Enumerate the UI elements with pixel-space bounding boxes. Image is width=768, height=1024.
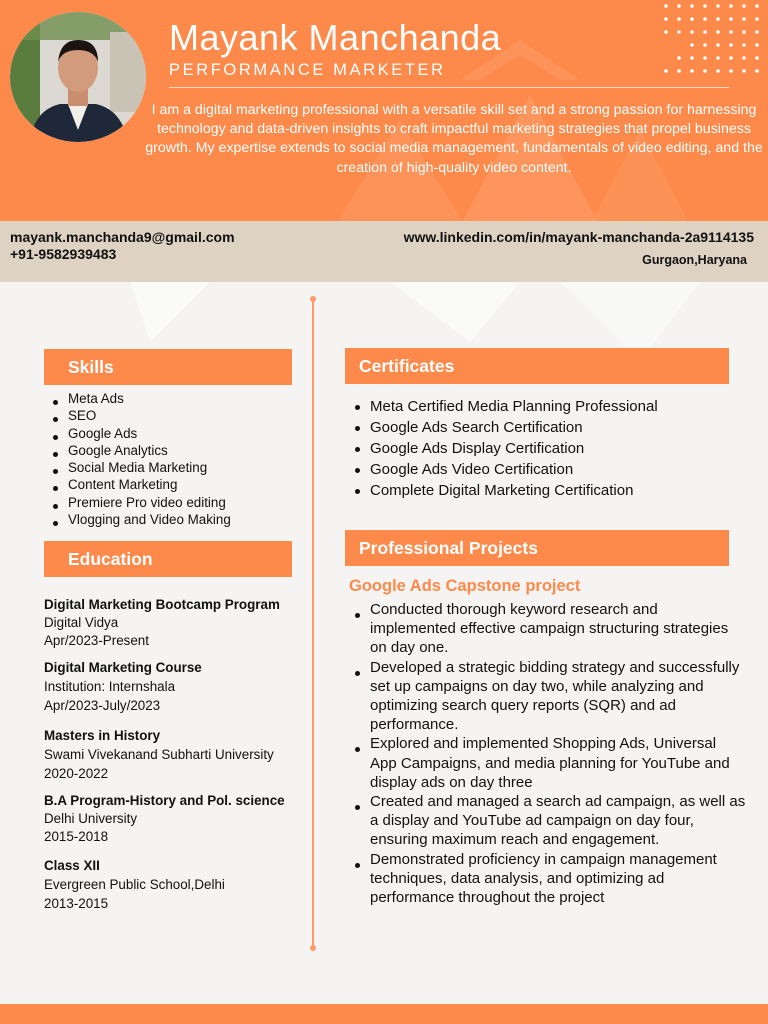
list-item: Meta Ads [44, 390, 231, 407]
education-institution: Swami Vivekanand Subharti University [44, 747, 274, 762]
job-title: PERFORMANCE MARKETER [169, 61, 446, 79]
list-item: Developed a strategic bidding strategy and successfully set up campaigns on day two, while analyzing and optimizing search query reports (SQR) and ad performance. [346, 658, 746, 735]
dot [703, 17, 707, 21]
dot [755, 43, 759, 47]
projects-list [346, 600, 746, 907]
dot [664, 30, 668, 34]
certificates-list [346, 396, 658, 501]
education-dates: 2020-2022 [44, 766, 109, 781]
header-rule [169, 87, 729, 88]
dot [664, 4, 668, 8]
dot [677, 17, 681, 21]
avatar [10, 12, 146, 142]
list-item: SEO [44, 407, 231, 424]
dot [703, 4, 707, 8]
list-item: Demonstrated proficiency in campaign management techniques, data analysis, and optimizing ad performance throughout the project [346, 850, 746, 908]
dot [729, 43, 733, 47]
education-entry [44, 792, 285, 846]
project-title: Google Ads Capstone project [349, 577, 581, 595]
profile-summary: I am a digital marketing professional with a versatile skill set and a strong passion for harnessing technology and data-driven insights to craft impactful marketing strategies that propel business growth. My expertise extends to social media management, fundamentals of video editing, and the creation of high-quality video content. [145, 102, 763, 176]
education-dates: Apr/2023-Present [44, 633, 149, 648]
candidate-name: Mayank Manchanda [169, 17, 502, 58]
certificates-heading: Certificates [345, 348, 729, 384]
list-item: Meta Certified Media Planning Professional [346, 396, 658, 417]
dot [716, 4, 720, 8]
dot [690, 17, 694, 21]
dot [677, 69, 681, 73]
list-item: Explored and implemented Shopping Ads, Universal App Campaigns, and media planning for YouTube and display ads on day three [346, 734, 746, 792]
dot [716, 43, 720, 47]
list-item: Google Ads Video Certification [346, 459, 658, 480]
list-item: Complete Digital Marketing Certification [346, 480, 658, 501]
person-photo-icon [10, 12, 146, 142]
education-heading: Education [44, 541, 292, 577]
dot [677, 56, 681, 60]
dot [755, 69, 759, 73]
dot [664, 69, 668, 73]
dot [729, 30, 733, 34]
dot [729, 4, 733, 8]
education-institution: Evergreen Public School,Delhi [44, 877, 225, 892]
dot [742, 17, 746, 21]
dot [755, 17, 759, 21]
education-institution: Digital Vidya [44, 615, 119, 630]
dot [755, 4, 759, 8]
projects-heading: Professional Projects [345, 530, 729, 566]
dot [729, 56, 733, 60]
column-divider [312, 299, 314, 948]
dot [716, 30, 720, 34]
education-institution: Institution: Internshala [44, 679, 176, 694]
dot [755, 30, 759, 34]
phone-number[interactable]: +91-9582939483 [10, 246, 117, 262]
dot [690, 30, 694, 34]
email-address[interactable]: mayank.manchanda9@gmail.com [10, 229, 235, 245]
education-title: Digital Marketing Course [44, 660, 202, 675]
dot [664, 17, 668, 21]
list-item: Vlogging and Video Making [44, 511, 231, 528]
education-dates: 2013-2015 [44, 896, 109, 911]
list-item: Created and managed a search ad campaign, as well as a display and YouTube ad campaign on day four, ensuring maximum reach and engagement. [346, 792, 746, 850]
list-item: Conducted thorough keyword research and implemented effective campaign structuring strategies on day one. [346, 600, 746, 658]
list-item: Google Analytics [44, 442, 231, 459]
dot [677, 4, 681, 8]
education-title: Digital Marketing Bootcamp Program [44, 597, 280, 612]
dots-decoration [658, 0, 768, 75]
skills-list [44, 390, 231, 528]
dot [729, 17, 733, 21]
dot [742, 43, 746, 47]
education-title: Class XII [44, 858, 100, 873]
dot [716, 56, 720, 60]
dot [742, 4, 746, 8]
education-institution: Delhi University [44, 811, 138, 826]
location: Gurgaon,Haryana [642, 253, 747, 267]
list-item: Social Media Marketing [44, 459, 231, 476]
list-item: Content Marketing [44, 476, 231, 493]
education-entry [44, 658, 202, 715]
education-entry [44, 856, 225, 913]
footer-bar [0, 1004, 768, 1024]
education-entry [44, 726, 274, 783]
dot [690, 43, 694, 47]
dot [716, 17, 720, 21]
list-item: Google Ads Search Certification [346, 417, 658, 438]
dot [703, 69, 707, 73]
linkedin-link[interactable]: www.linkedin.com/in/mayank-manchanda-2a9114135 [403, 229, 754, 245]
list-item: Premiere Pro video editing [44, 494, 231, 511]
dot [690, 4, 694, 8]
dot [703, 43, 707, 47]
dot [703, 56, 707, 60]
list-item: Google Ads [44, 425, 231, 442]
dot [690, 56, 694, 60]
dot [716, 69, 720, 73]
dot [703, 30, 707, 34]
education-title: B.A Program-History and Pol. science [44, 793, 285, 808]
education-dates: Apr/2023-July/2023 [44, 698, 161, 713]
dot [742, 69, 746, 73]
dot [729, 69, 733, 73]
dot [742, 30, 746, 34]
education-dates: 2015-2018 [44, 829, 109, 844]
list-item: Google Ads Display Certification [346, 438, 658, 459]
skills-heading: Skills [44, 349, 292, 385]
education-entry [44, 596, 280, 650]
dot [677, 30, 681, 34]
dot [690, 69, 694, 73]
education-title: Masters in History [44, 728, 161, 743]
dot [755, 56, 759, 60]
dot [742, 56, 746, 60]
